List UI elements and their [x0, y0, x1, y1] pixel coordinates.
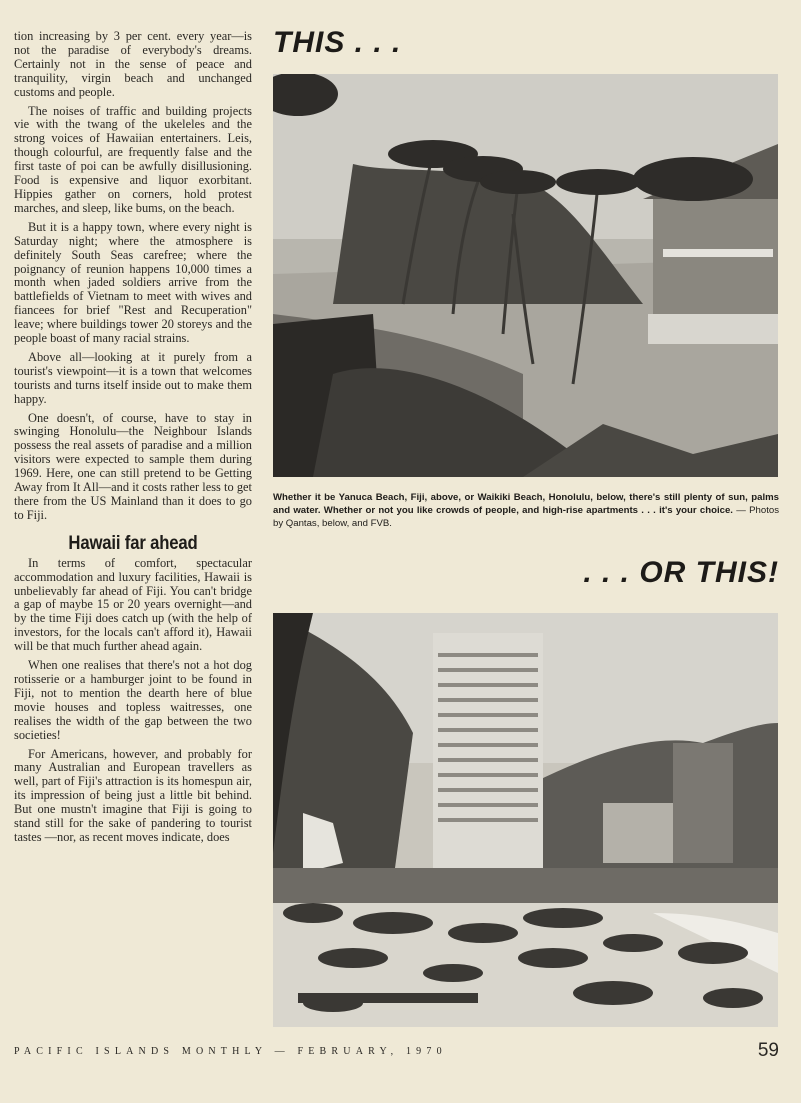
article-paragraph: When one realises that there's not a hot dog rotisserie or a hamburger joint to be found in Fiji, not to mention the dearth here of blue movie houses and topless waitresses, one realises the width of the gap between the two societies!	[14, 658, 252, 742]
headline-this: THIS . . .	[273, 26, 402, 59]
page-number: 59	[757, 1040, 779, 1061]
article-paragraph: Above all—looking at it purely from a tourist's viewpoint—it is a town that welcomes tourists and turns itself inside out to make them happy.	[14, 349, 252, 406]
photo-waikiki-beach	[273, 613, 778, 1027]
article-paragraph: The noises of traffic and building projects vie with the twang of the ukeleles and the strong voices of Hawaiian entertainers. Leis, though colourful, are frequently false and the first taste of poi can be awfully disillusioning. Food is expensive and liquor exorbitant. Hippies gather on corners, hold protest marches, and sleep, like bums, on the beach.	[14, 103, 252, 215]
article-paragraph: One doesn't, of course, have to stay in swinging Honolulu—the Neighbour Islands possess the real assets of paradise and a million visitors were expected to sample them during 1969. Here, one can still pretend to be Getting Away from It All—and it costs rather less to get there from the US Mainland than it does to go to Fiji.	[14, 410, 252, 522]
article-column	[14, 30, 252, 850]
article-paragraph: In terms of comfort, spectacular accommodation and luxury facilities, Hawaii is unbelievably far ahead of Fiji. You can't bridge a gap of maybe 15 or 20 years overnight—and by the time Fiji does catch up (with the help of investors, for the locals can't afford it), Hawaii will be that much further ahead again.	[14, 555, 252, 654]
caption-credit: — Photos by Qantas, below, and FVB.	[273, 505, 779, 529]
footer-masthead: PACIFIC ISLANDS MONTHLY — FEBRUARY, 1970	[14, 1046, 447, 1057]
article-paragraph: But it is a happy town, where every night is Saturday night; where the atmosphere is definitely South Seas carefree; where the poignancy of reunion happens 10,000 times a month when jaded soldiers arrive from the battlefields of Vietnam to meet with wives and fiancees for brief "Rest and Recuperation" leave; where buildings tower 20 storeys and the people boast of many racial strains.	[14, 219, 252, 346]
caption-text: Whether it be Yanuca Beach, Fiji, above, or Waikiki Beach, Honolulu, below, there's still plenty of sun, palms and water. Whether or not you like crowds of people, and high-rise apartments . . . it's your choice.	[273, 492, 779, 516]
article-paragraph: For Americans, however, and probably for many Australian and European travellers as well, part of Fiji's attraction is its homespun air, its impression of being just a little bit behind. But one mustn't imagine that Fiji is going to stand still for the sake of pandering to tourist tastes —nor, as recent moves indicate, does	[14, 746, 252, 844]
article-paragraph: tion increasing by 3 per cent. every year—is not the paradise of everybody's dreams. Certainly not in the sense of peace and tranquility, virgin beach and unchanged customs and people.	[14, 29, 252, 99]
photo-caption	[273, 491, 779, 530]
headline-or-this: . . . OR THIS!	[583, 556, 779, 589]
article-subheading: Hawaii far ahead	[68, 532, 198, 554]
photo-yanuca-beach	[273, 74, 778, 477]
